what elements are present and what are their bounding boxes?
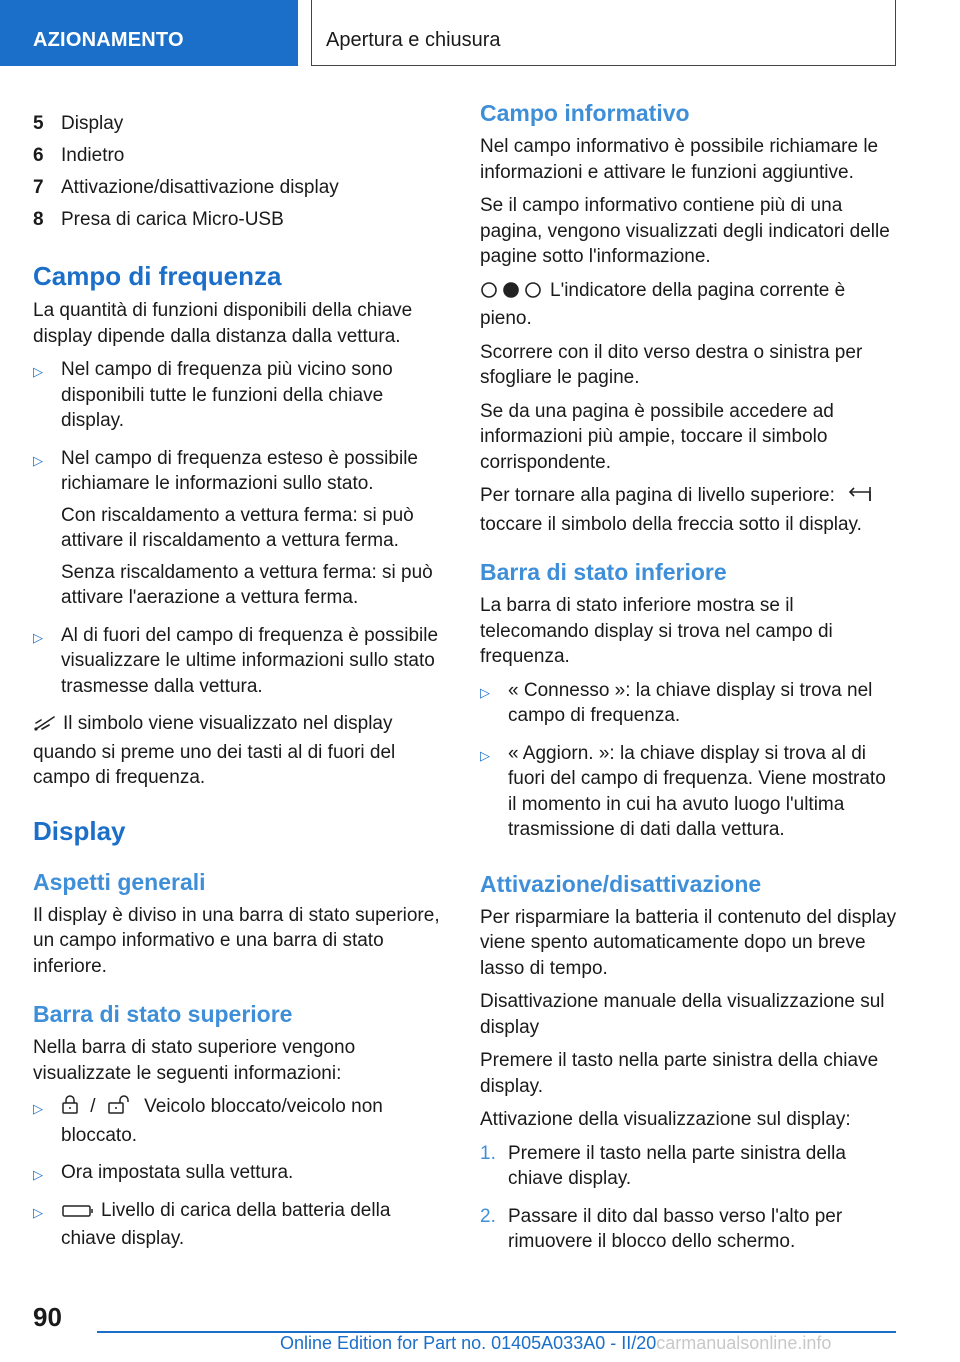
bullet-item: ▷ Nel campo di frequenza più vicino sono disponibili tutte le funzioni della chiave display.	[33, 357, 447, 440]
legend-item: 8 Presa di carica Micro-USB	[33, 209, 284, 230]
bullet-item: ▷ Al di fuori del campo di frequenza è possibile visualizzare le ultime informazioni sullo stato trasmesse dalla vettura.	[33, 623, 447, 706]
triangle-bullet-icon: ▷	[33, 452, 43, 468]
battery-icon	[61, 1201, 95, 1227]
legend-item: 7 Attivazione/disattivazione display	[33, 177, 339, 198]
watermark: carmanualsonline.info	[656, 1333, 832, 1353]
chapter-title: Apertura e chiusura	[326, 29, 501, 51]
heading-info: Campo informativo	[480, 100, 690, 126]
freq-intro: La quantità di funzioni disponibili della chiave display dipende dalla distanza dalla vettura.	[33, 300, 413, 347]
section-tab	[0, 0, 298, 66]
step-item: 1. Premere il tasto nella parte sinistra della chiave display.	[480, 1142, 846, 1189]
triangle-bullet-icon: ▷	[480, 747, 490, 763]
lock-icon	[61, 1095, 79, 1123]
page-number: 90	[33, 1302, 62, 1332]
bullet-item: ▷ Nel campo di frequenza esteso è possibile richiamare le informazioni sullo stato. Con riscaldamento a vettura ferma: si può attivare il riscaldamento a vettura ferma. Senza riscaldamento a vettura ferma: si può attivare l'aerazione a vettura ferma.	[33, 446, 447, 617]
section-title: AZIONAMENTO	[33, 29, 184, 51]
bullet-item: ▷ Livello di carica della batteria della chiave display.	[33, 1198, 447, 1258]
triangle-bullet-icon: ▷	[480, 684, 490, 700]
chapter-header	[311, 0, 896, 66]
unlock-icon	[107, 1095, 133, 1123]
bullet-item: ▷ Ora impostata sulla vettura.	[33, 1160, 447, 1192]
bullet-item: ▷ « Aggiorn. »: la chiave display si trova al di fuori del campo di frequenza. Viene mostrato il momento in cui ha avuto luogo l'ultima trasmissione di dati dalla vettura.	[480, 741, 898, 849]
triangle-bullet-icon: ▷	[33, 364, 43, 379]
triangle-bullet-icon: ▷	[33, 1204, 43, 1220]
steps-list	[480, 1141, 898, 1261]
heading-general: Aspetti generali	[33, 868, 206, 895]
step-item: 2. Passare il dito dal basso verso l'alto per rimuovere il blocco dello schermo.	[480, 1205, 843, 1252]
back-arrow-icon	[848, 484, 876, 512]
right-column: Campo informativo Nel campo informativo è possibile richiamare le informazioni e attivare le funzioni aggiuntive. Se il campo informativo contiene più di una pagina, vengono visualizzati degli indicatori delle pagine sotto l'informazione. L'indicatore della pagina corrente è pieno. Scorrere con il dito verso destra o sinistra per sfogliare le pagine. Se da una pagina è possibile accedere ad informazioni più ampie, toccare il simbolo corrispondente. Per tornare alla pagina di livello superiore: toccare il simbolo della freccia sotto il display. Barra di stato inferiore La barra di stato inferiore mostra se il telecomando display si trova nel campo di frequenza. ▷ « Connesso »: la chiave display si trova nel campo di frequenza. ▷ « Aggiorn. »: la chiave display si trova al di fuori del campo di frequenza. Viene mostrato il momento in cui ha avuto luogo l'ultima trasmissione di dati dalla vettura. Attivazione/disattivazione Per risparmiare la batteria il contenuto del display viene spento automaticamente dopo un breve lasso di tempo. Disattivazione manuale della visualizzazione sul display Premere il tasto nella parte sinistra della chiave display. Attivazione della visualizzazione sul display: 1. Premere il tasto nella parte sinistra della chiave display. 2. Passare il dito dal basso verso l'alto per rimuovere il blocco dello schermo.	[480, 98, 898, 1267]
no-signal-icon	[33, 714, 57, 740]
legend-item: 5 Display	[33, 113, 124, 134]
triangle-bullet-icon: ▷	[33, 629, 43, 645]
heading-topbar: Barra di stato superiore	[33, 1001, 293, 1027]
heading-display: Display	[33, 815, 126, 846]
triangle-bullet-icon: ▷	[33, 1167, 43, 1182]
general-text: Il display è diviso in una barra di stato superiore, un campo informativo e una barra di stato inferiore.	[33, 904, 440, 977]
page-indicator-icon	[480, 281, 544, 307]
legend-item: 6 Indietro	[33, 145, 125, 166]
left-column	[33, 108, 447, 1264]
separator: /	[90, 1096, 96, 1117]
symbol-note: Il simbolo viene visualizzato nel display quando si preme uno dei tasti al di fuori del campo di frequenza.	[33, 713, 396, 788]
footer-edition: Online Edition for Part no. 01405A033A0 - II/20carmanualsonline.info	[280, 1333, 832, 1353]
heading-freq: Campo di frequenza	[33, 261, 282, 291]
bullet-item: ▷ « Connesso »: la chiave display si trova nel campo di frequenza.	[480, 678, 898, 735]
triangle-bullet-icon: ▷	[33, 1101, 43, 1116]
heading-bottombar: Barra di stato inferiore	[480, 559, 727, 585]
bullet-item: ▷ / Veicolo bloccato/veicolo non bloccato.	[33, 1094, 447, 1154]
topbar-intro: Nella barra di stato superiore vengono visualizzate le seguenti informazioni:	[33, 1037, 356, 1084]
legend-list	[33, 108, 447, 236]
heading-activation: Attivazione/disattivazione	[480, 870, 762, 897]
